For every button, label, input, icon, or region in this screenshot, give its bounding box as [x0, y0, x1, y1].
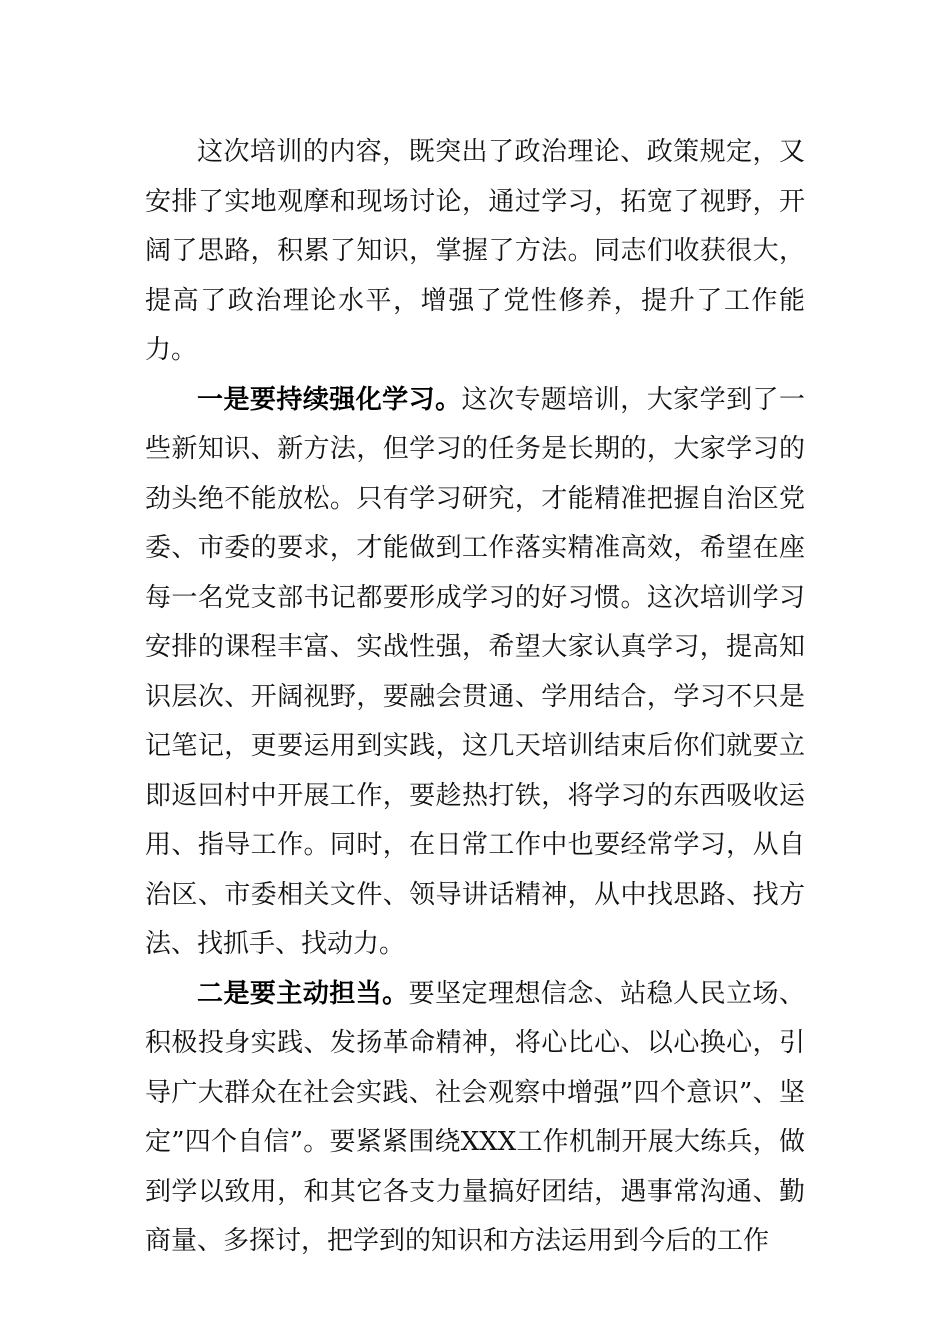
paragraph-text: 要坚定理想信念、站稳人民立场、积极投身实践、发扬革命精神，将心比心、以心换心，引导广大群众在社会实践、社会观察中增强”四个意识”、坚定”四个自信”。要紧紧围绕XXX工作机制开展大练兵，做到学以致用，和其它各支力量搞好团结，遇事常沟通、勤商量、多探讨，把学到的知识和方法运用到今后的工作: [145, 978, 805, 1256]
paragraph-lead: 二是要主动担当。: [197, 978, 409, 1009]
paragraph-intro: [145, 128, 805, 376]
paragraph-text: 这次培训的内容，既突出了政治理论、政策规定，又安排了实地观摩和现场讨论，通过学习，拓宽了视野，开阔了思路，积累了知识，掌握了方法。同志们收获很大，提高了政治理论水平，增强了党性修养，提升了工作能力。: [145, 137, 805, 365]
paragraph-point-two: [145, 970, 805, 1267]
paragraph-point-one: [145, 376, 805, 970]
document-page: [145, 128, 805, 1267]
paragraph-lead: 一是要持续强化学习。: [197, 384, 462, 415]
paragraph-text: 这次专题培训，大家学到了一些新知识、新方法，但学习的任务是长期的，大家学习的劲头绝不能放松。只有学习研究，才能精准把握自治区党委、市委的要求，才能做到工作落实精准高效，希望在座每一名党支部书记都要形成学习的好习惯。这次培训学习安排的课程丰富、实战性强，希望大家认真学习，提高知识层次、开阔视野，要融会贯通、学用结合，学习不只是记笔记，更要运用到实践，这几天培训结束后你们就要立即返回村中开展工作，要趁热打铁，将学习的东西吸收运用、指导工作。同时，在日常工作中也要经常学习，从自治区、市委相关文件、领导讲话精神，从中找思路、找方法、找抓手、找动力。: [145, 384, 805, 959]
